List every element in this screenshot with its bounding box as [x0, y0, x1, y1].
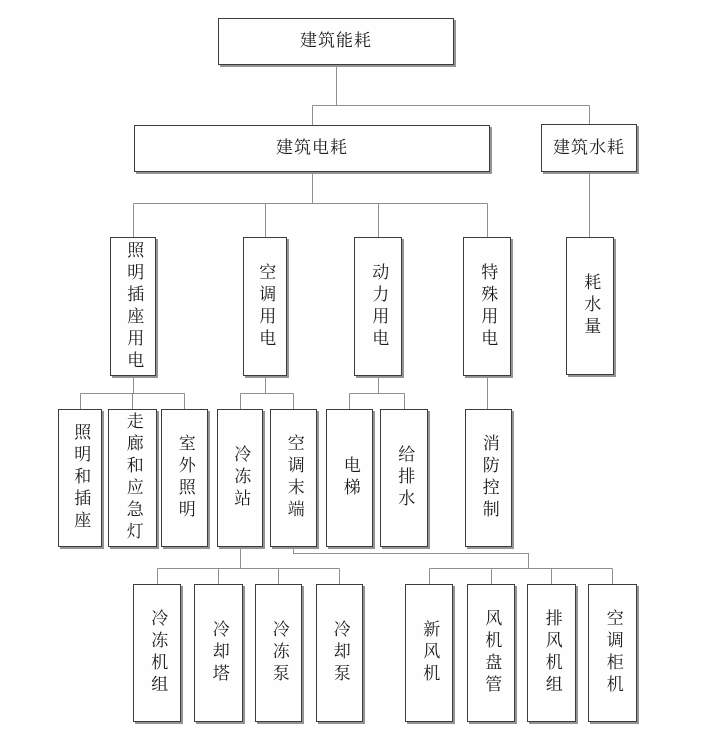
node-chiller-units: 冷冻机组: [133, 584, 181, 722]
node-chiller-station: 冷冻站: [217, 409, 263, 547]
node-building-electricity: 建筑电耗: [134, 125, 490, 172]
node-water-consumption-amount: 耗水量: [566, 237, 614, 375]
node-cooling-water-pump: 冷却泵: [316, 584, 363, 722]
node-outdoor-lighting: 室外照明: [161, 409, 208, 547]
connector-acterminal-to-children: [294, 547, 613, 584]
connector-chillerstation-to-children: [158, 547, 340, 584]
connector-ac-to-children: [241, 376, 294, 409]
connector-root-to-level2: [313, 65, 590, 125]
node-air-conditioning-electricity: 空调用电: [243, 237, 287, 376]
node-exhaust-fan-unit: 排风机组: [527, 584, 576, 722]
node-special-electricity: 特殊用电: [463, 237, 511, 376]
node-water-supply-drainage: 给排水: [380, 409, 428, 547]
node-ac-terminal: 空调末端: [270, 409, 317, 547]
node-chilled-water-pump: 冷冻泵: [255, 584, 302, 722]
connector-electricity-to-level3: [134, 172, 488, 237]
node-cooling-tower: 冷却塔: [194, 584, 243, 722]
node-elevator: 电梯: [326, 409, 373, 547]
node-corridor-emergency-lights: 走廊和应急灯: [108, 409, 157, 547]
node-fire-control: 消防控制: [465, 409, 512, 547]
node-building-water: 建筑水耗: [541, 124, 637, 172]
connector-lighting-to-children: [81, 376, 185, 409]
node-building-energy: 建筑能耗: [218, 18, 454, 65]
node-power-electricity: 动力用电: [354, 237, 402, 376]
node-fresh-air-unit: 新风机: [405, 584, 453, 722]
node-fan-coil-unit: 风机盘管: [467, 584, 515, 722]
node-lighting-and-sockets: 照明和插座: [58, 409, 102, 547]
node-ac-cabinet-unit: 空调柜机: [588, 584, 637, 722]
connector-power-to-children: [350, 376, 405, 409]
node-lighting-socket-electricity: 照明插座用电: [110, 237, 156, 376]
